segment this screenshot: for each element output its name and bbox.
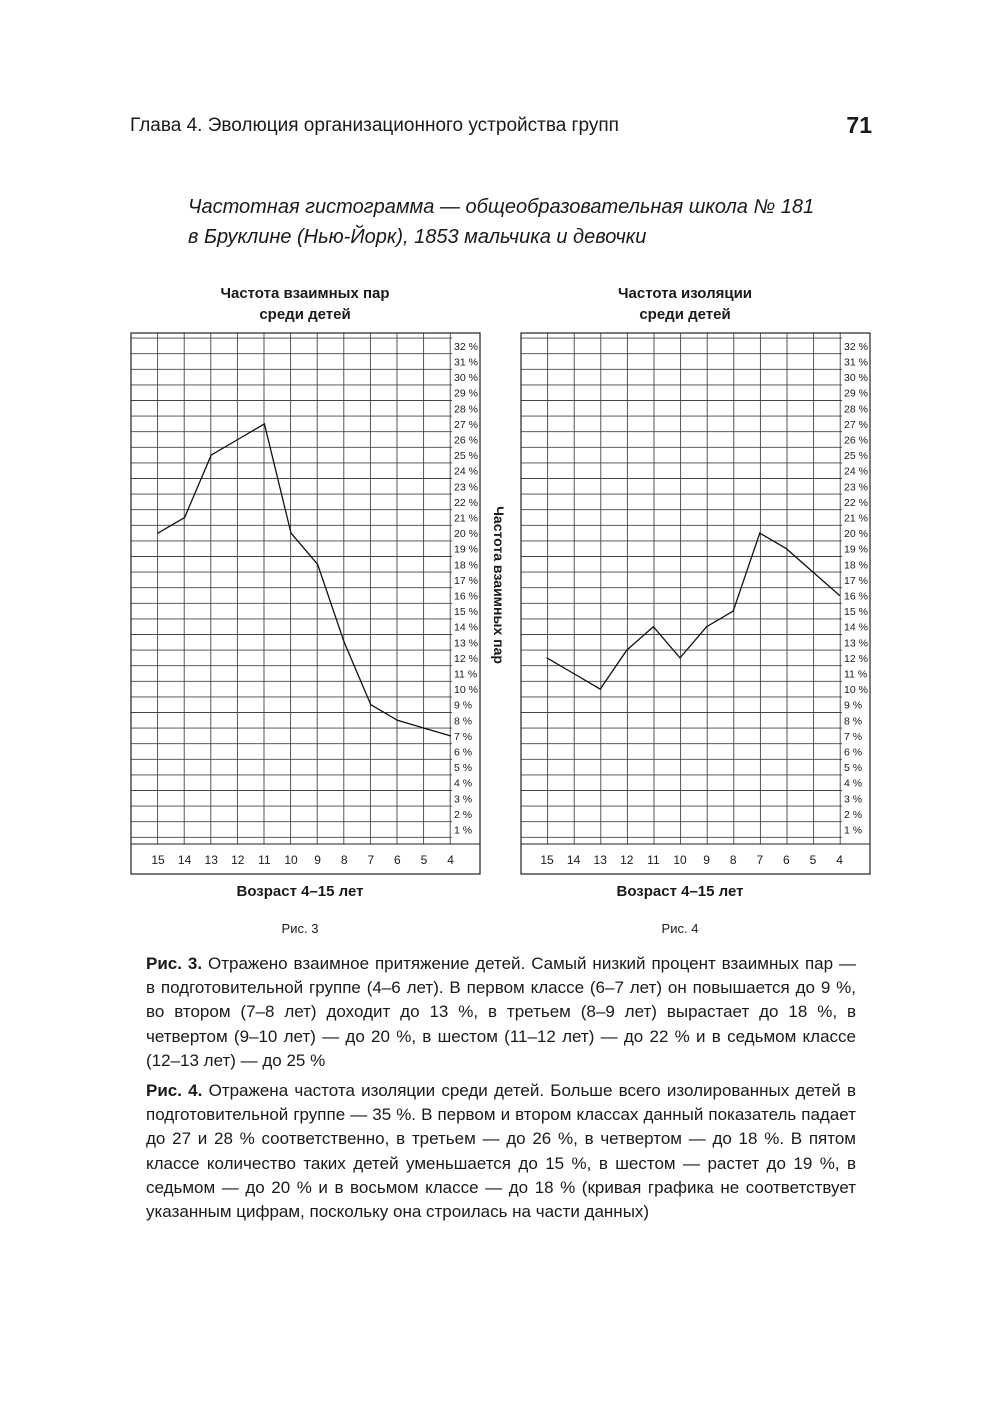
chart-1-x-tick-label: 5 bbox=[420, 853, 428, 867]
chart-1-data-point bbox=[264, 423, 265, 424]
chart-1-x-label: Возраст 4–15 лет bbox=[236, 883, 364, 900]
caption-fig-4-text: Отражена частота изоляции среди детей. Больше всего изолированных детей в подготовительной группе — 35 %. В первом и втором классах данный показатель падает до 27 и 28 % соответственно, в третьем — до 26 %, в четвертом — до 18 %. В пятом классе количество таких детей уменьшается до 15 %, в шестом — растет до 19 %, в седьмом — до 20 % и в восьмом классе — до 18 % (кривая графика не соответствует указанным цифрам, поскольку она строилась на части данных) bbox=[146, 1081, 856, 1222]
chart-2-y-tick-label: 13 % bbox=[844, 637, 868, 650]
chart-1-data-point bbox=[237, 439, 238, 440]
chart-1-x-tick-label: 15 bbox=[151, 853, 165, 867]
chart-2-y-tick-label: 23 % bbox=[844, 481, 868, 494]
chart-1-y-tick-label: 1 % bbox=[454, 824, 473, 837]
chart-2-y-tick-label: 26 % bbox=[844, 434, 868, 447]
chart-2-x-tick-label: 9 bbox=[703, 853, 710, 867]
chart-2-data-point bbox=[812, 572, 813, 573]
chart-2-x-tick-label: 5 bbox=[809, 853, 817, 867]
chart-1-y-tick-label: 7 % bbox=[454, 730, 473, 743]
chart-2-y-tick-label: 12 % bbox=[844, 652, 868, 665]
chart-1-y-tick-label: 6 % bbox=[454, 746, 473, 759]
chart-1-data-point bbox=[317, 564, 318, 565]
chart-2-x-tick-label: 14 bbox=[566, 853, 581, 867]
chart-2-y-tick-label: 4 % bbox=[844, 777, 863, 790]
chart-1-y-tick-label: 14 % bbox=[454, 621, 478, 634]
chart-1-y-tick-label: 5 % bbox=[454, 762, 473, 775]
chart-2-data-point bbox=[546, 657, 547, 658]
chart-1-title-line-2: среди детей bbox=[259, 306, 351, 323]
chart-2-data-point bbox=[626, 650, 627, 651]
chart-2-y-tick-label: 1 % bbox=[844, 824, 863, 837]
chart-2-y-tick-label: 7 % bbox=[844, 730, 863, 743]
figure-title bbox=[188, 192, 888, 252]
chart-1-y-tick-label: 12 % bbox=[454, 652, 478, 665]
chart-1-y-tick-label: 18 % bbox=[454, 559, 478, 572]
chart-2-y-tick-label: 31 % bbox=[844, 356, 868, 369]
chart-2-data-point bbox=[573, 673, 574, 674]
chart-2-y-tick-label: 27 % bbox=[844, 418, 868, 431]
chart-1-y-tick-label: 21 % bbox=[454, 512, 478, 525]
chart-1-data-point bbox=[211, 455, 212, 456]
chart-2-y-tick-label: 15 % bbox=[844, 606, 868, 619]
chart-2-y-tick-label: 30 % bbox=[844, 372, 868, 385]
chart-2-x-tick-label: 13 bbox=[593, 853, 607, 867]
chart-1-y-tick-label: 32 % bbox=[454, 340, 478, 353]
chart-2-y-tick-label: 18 % bbox=[844, 559, 868, 572]
chart-2-y-tick-label: 20 % bbox=[844, 528, 868, 541]
chart-1-series-line bbox=[158, 424, 451, 736]
chart-2-y-tick-label: 3 % bbox=[844, 793, 863, 806]
chart-1-y-tick-label: 25 % bbox=[454, 450, 478, 463]
chart-1-x-tick-label: 13 bbox=[204, 853, 218, 867]
chart-2-y-tick-label: 10 % bbox=[844, 684, 868, 697]
chart-2-y-tick-label: 5 % bbox=[844, 762, 863, 775]
chart-2-y-tick-label: 21 % bbox=[844, 512, 868, 525]
chart-2-caption: Рис. 4 bbox=[661, 921, 699, 936]
chart-1-data-point bbox=[157, 533, 158, 534]
chart-1-x-tick-label: 7 bbox=[367, 853, 375, 867]
chart-2-x-tick-label: 11 bbox=[647, 853, 660, 867]
chart-1-y-tick-label: 17 % bbox=[454, 574, 478, 587]
chart-2-x-label: Возраст 4–15 лет bbox=[616, 883, 744, 900]
chart-2-y-tick-label: 16 % bbox=[844, 590, 868, 603]
chart-1-y-tick-label: 2 % bbox=[454, 808, 473, 821]
chart-1-data-point bbox=[450, 735, 451, 736]
chart-2-y-tick-label: 9 % bbox=[844, 699, 863, 712]
chart-1-y-tick-label: 13 % bbox=[454, 637, 478, 650]
chart-1-y-tick-label: 22 % bbox=[454, 496, 478, 509]
chart-2-y-tick-label: 8 % bbox=[844, 715, 863, 728]
chart-1-data-point bbox=[184, 517, 185, 518]
caption-fig-3 bbox=[146, 952, 856, 1073]
chart-1-x-tick-label: 10 bbox=[284, 853, 298, 867]
chart-2-y-tick-label: 25 % bbox=[844, 450, 868, 463]
chart-2-x-tick-label: 7 bbox=[756, 853, 764, 867]
chart-2-title-line-2: среди детей bbox=[639, 306, 731, 323]
chart-1-y-tick-label: 20 % bbox=[454, 528, 478, 541]
chart-1-data-point bbox=[370, 704, 371, 705]
caption-fig-3-lead: Рис. 3. bbox=[146, 954, 203, 973]
chart-2-data-point bbox=[733, 611, 734, 612]
chart-1-x-tick-label: 9 bbox=[314, 853, 321, 867]
chart-1-x-tick-label: 11 bbox=[258, 853, 271, 867]
chart-1-y-tick-label: 29 % bbox=[454, 387, 478, 400]
figure-title-line-2: в Бруклине (Нью-Йорк), 1853 мальчика и девочки bbox=[188, 226, 647, 248]
chart-2-y-tick-label: 28 % bbox=[844, 403, 868, 416]
chart-2-y-tick-label: 32 % bbox=[844, 340, 868, 353]
running-head bbox=[130, 113, 872, 143]
chart-2-data-point bbox=[679, 657, 680, 658]
figure-title-line-1: Частотная гистограмма — общеобразовательная школа № 181 bbox=[188, 196, 815, 218]
chart-2-y-tick-label: 19 % bbox=[844, 543, 868, 556]
chart-1-y-tick-label: 11 % bbox=[454, 668, 478, 681]
chart-2-title-line-1: Частота изоляции bbox=[617, 285, 753, 302]
chart-2-x-tick-label: 8 bbox=[729, 853, 737, 867]
chart-2-x-tick-label: 10 bbox=[673, 853, 687, 867]
chart-1-x-tick-label: 14 bbox=[177, 853, 192, 867]
chart-2-y-tick-label: 29 % bbox=[844, 387, 868, 400]
chart-1-x-tick-label: 8 bbox=[340, 853, 348, 867]
chart-1-x-tick-label: 6 bbox=[394, 853, 401, 867]
caption-fig-3-text: Отражено взаимное притяжение детей. Самый низкий процент взаимных пар — в подготовительной группе (4–6 лет). В первом классе (6–7 лет) он повышается до 9 %, во втором (7–8 лет) доходит до 13 %, в третьем (8–9 лет) вырастает до 18 %, в четвертом (9–10 лет) — до 20 %, в шестом (11–12 лет) — до 22 % и в седьмом классе (12–13 лет) — до 25 % bbox=[146, 954, 856, 1070]
chart-2-data-point bbox=[759, 533, 760, 534]
chart-2-y-tick-label: 24 % bbox=[844, 465, 868, 478]
chart-2-data-point bbox=[786, 548, 787, 549]
chart-1-y-tick-label: 26 % bbox=[454, 434, 478, 447]
chart-1-y-tick-label: 15 % bbox=[454, 606, 478, 619]
chart-1-x-tick-label: 4 bbox=[447, 853, 454, 867]
page-number: 71 bbox=[846, 112, 872, 138]
caption-fig-4 bbox=[146, 1079, 856, 1224]
chart-2-x-tick-label: 12 bbox=[620, 853, 634, 867]
chart-1-title-line-1: Частота взаимных пар bbox=[220, 285, 390, 302]
chart-2-data-point bbox=[706, 626, 707, 627]
chart-2-x-tick-label: 15 bbox=[540, 853, 554, 867]
running-title: Глава 4. Эволюция организационного устройства групп bbox=[130, 115, 619, 136]
chart-1-y-tick-label: 4 % bbox=[454, 777, 473, 790]
chart-1-x-tick-label: 12 bbox=[231, 853, 245, 867]
chart-2-y-tick-label: 2 % bbox=[844, 808, 863, 821]
chart-1-data-point bbox=[423, 728, 424, 729]
chart-1-y-tick-label: 27 % bbox=[454, 418, 478, 431]
chart-2-data-point bbox=[839, 595, 840, 596]
chart-1-data-point bbox=[397, 720, 398, 721]
chart-1-y-tick-label: 9 % bbox=[454, 699, 473, 712]
chart-1-y-tick-label: 24 % bbox=[454, 465, 478, 478]
captions bbox=[146, 952, 856, 1230]
caption-fig-4-lead: Рис. 4. bbox=[146, 1081, 203, 1101]
chart-1-y-tick-label: 3 % bbox=[454, 793, 473, 806]
chart-1-y-tick-label: 23 % bbox=[454, 481, 478, 494]
chart-2-y-tick-label: 22 % bbox=[844, 496, 868, 509]
chart-2-y-tick-label: 11 % bbox=[844, 668, 868, 681]
chart-1-y-tick-label: 19 % bbox=[454, 543, 478, 556]
chart-1-y-tick-label: 10 % bbox=[454, 684, 478, 697]
charts-area bbox=[0, 270, 1000, 950]
chart-2-y-tick-label: 6 % bbox=[844, 746, 863, 759]
chart-2-x-tick-label: 6 bbox=[783, 853, 790, 867]
chart-1-y-label: Частота взаимных пар bbox=[491, 506, 507, 664]
chart-1-caption: Рис. 3 bbox=[281, 921, 319, 936]
chart-1-data-point bbox=[344, 642, 345, 643]
chart-2-y-tick-label: 17 % bbox=[844, 574, 868, 587]
chart-1-y-tick-label: 16 % bbox=[454, 590, 478, 603]
chart-1-y-tick-label: 28 % bbox=[454, 403, 478, 416]
chart-2-data-point bbox=[600, 689, 601, 690]
chart-2-y-tick-label: 14 % bbox=[844, 621, 868, 634]
chart-2-data-point bbox=[653, 626, 654, 627]
chart-1-y-tick-label: 30 % bbox=[454, 372, 478, 385]
chart-1-y-tick-label: 31 % bbox=[454, 356, 478, 369]
chart-1-data-point bbox=[290, 533, 291, 534]
chart-1-y-tick-label: 8 % bbox=[454, 715, 473, 728]
chart-2-x-tick-label: 4 bbox=[836, 853, 843, 867]
